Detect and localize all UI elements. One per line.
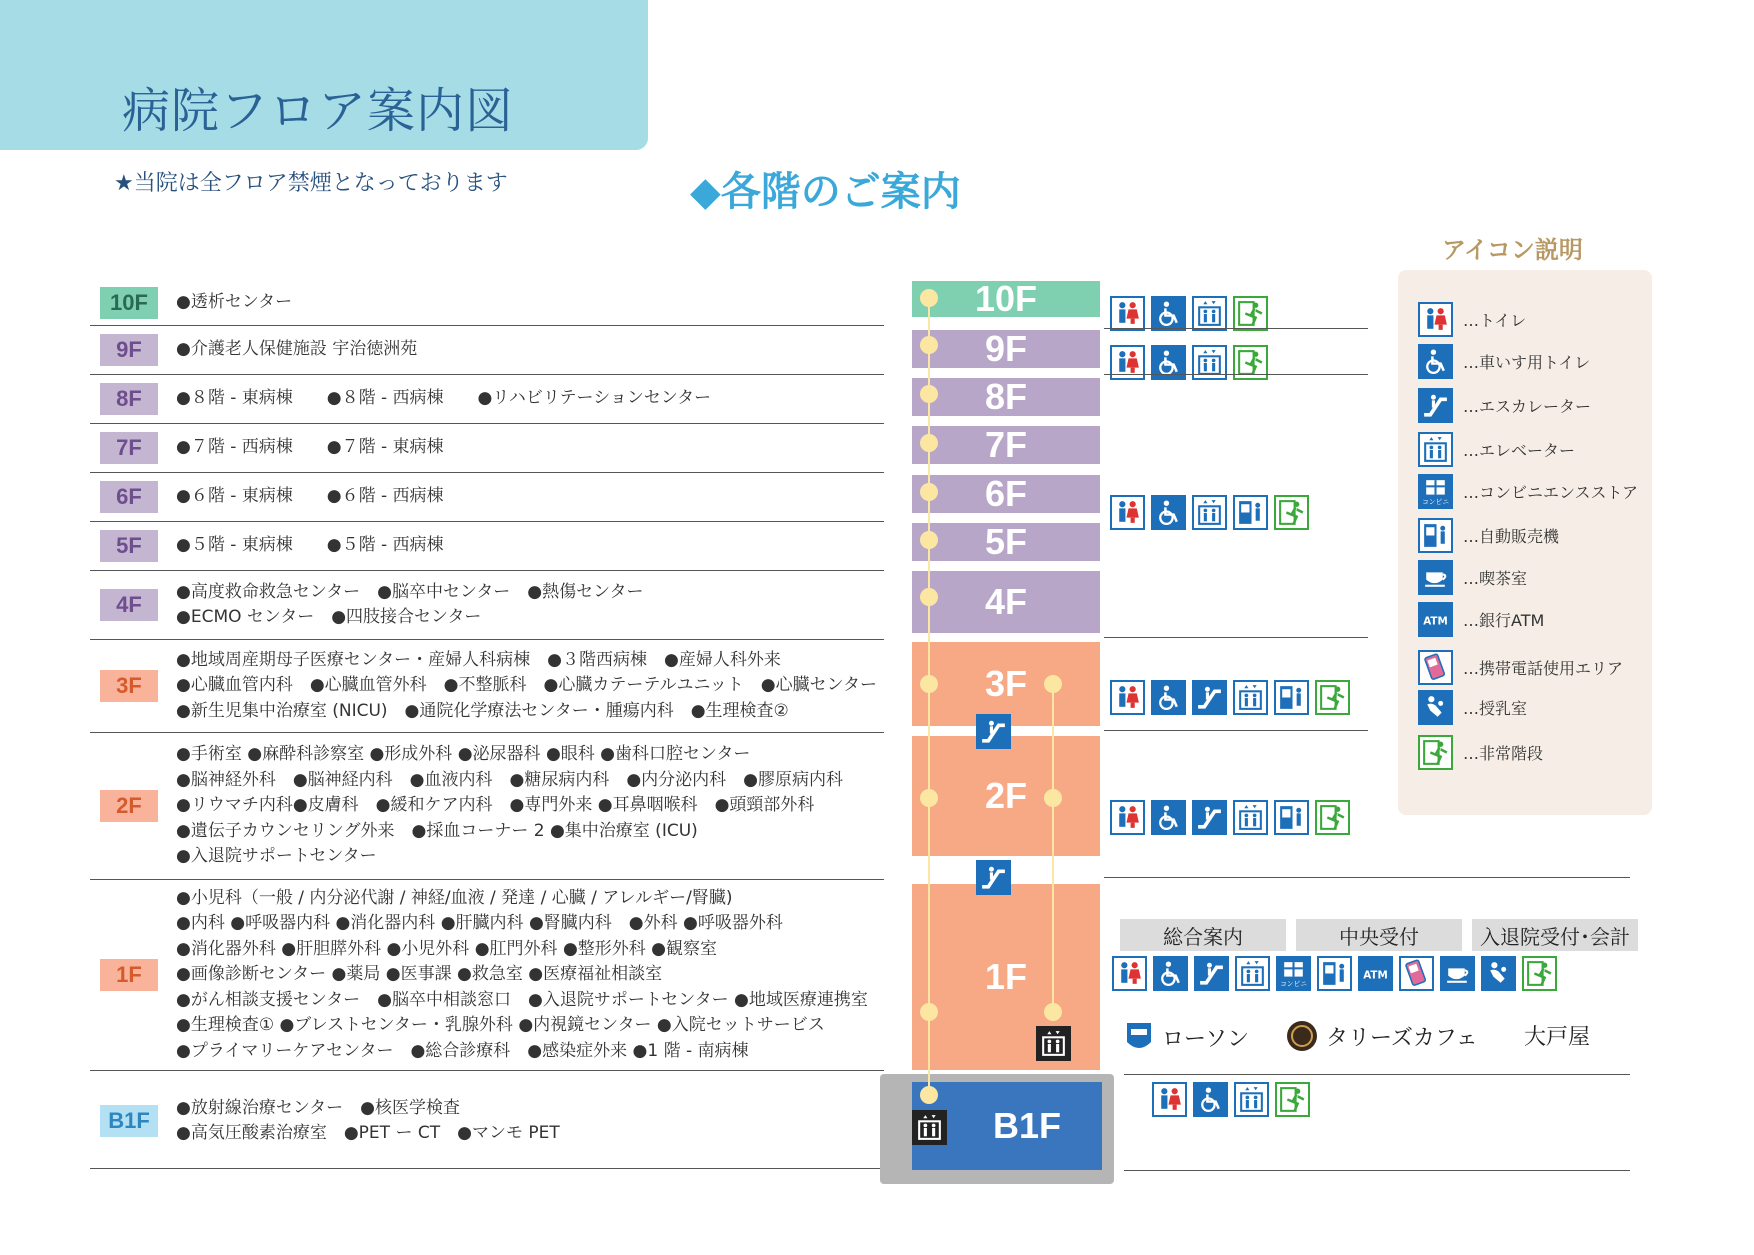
department-line: ●がん相談支援センター ●脳卒中相談窓口 ●入退院サポートセンター ●地域医療連携室 [176,989,868,1010]
legend-item [1418,602,1544,637]
lawson-logo-icon [1124,1020,1154,1054]
icon-legend [1398,270,1652,815]
legend-item [1418,388,1591,423]
floor-badge-8f: 8F [100,383,158,415]
shop-lawson: ローソン [1124,1020,1249,1054]
svg-text:ATM: ATM [1423,615,1448,628]
department-list-1f [176,886,868,1065]
convenience-store-icon [1418,474,1453,509]
elevator-icon [1233,800,1268,835]
legend-item [1418,432,1575,467]
emergency-stairs-icon [1418,735,1453,770]
elevator-black-icon [912,1110,947,1145]
legend-label: …コンビニエンスストア [1463,483,1639,502]
elevator-stop-dot [920,336,938,354]
atm-icon [1418,602,1453,637]
floor-row-4f [90,571,884,640]
floor-bar-label: 4F [984,581,1027,622]
emergency-stairs-icon [1274,495,1309,530]
toilet-icon [1418,302,1453,337]
floor-bar-10f [912,278,1100,319]
legend-item [1418,560,1527,595]
floor-bar-label: 10F [974,278,1038,319]
elevator-icon [1235,956,1270,991]
floor-bar-label: B1F [992,1105,1061,1146]
svg-text:コンビニ: コンビニ [1280,979,1307,988]
floor-badge-5f: 5F [100,530,158,562]
wheelchair-toilet-icon [1151,296,1186,331]
department-line: ●入退院サポートセンター [176,846,377,867]
department-list-4f [176,580,643,631]
divider-line [1104,328,1368,329]
elevator-shaft-line [928,298,930,1096]
legend-item [1418,344,1590,379]
department-line: ●地域周産期母子医療センター・産婦人科病棟 ●３階西病棟 ●産婦人科外来 [176,649,781,670]
divider-line [1104,374,1368,375]
legend-label: …銀行ATM [1463,611,1545,630]
floor-badge-7f: 7F [100,432,158,464]
department-line: ●画像診断センター ●薬局 ●医事課 ●救急室 ●医療福祉相談室 [176,964,663,985]
floor-bar-4f [912,571,1100,633]
legend-item [1418,518,1559,553]
elevator-icon [1234,1082,1269,1117]
legend-label: …車いす用トイレ [1463,353,1591,372]
department-line: ●脳神経外科 ●脳神経内科 ●血液内科 ●糖尿病内科 ●内分泌内科 ●膠原病内科 [176,769,843,790]
department-list-10f [176,290,292,316]
vending-machine-icon [1274,680,1309,715]
floor-bar-label: 6F [984,473,1027,514]
elevator-stop-dot [920,483,938,501]
elevator-stop-dot [1044,1003,1062,1021]
floor-icons-1f [1112,956,1557,991]
department-list-8f [176,386,711,412]
floor-bar-8f [912,378,1100,416]
legend-item [1418,302,1526,337]
toilet-icon [1110,296,1145,331]
department-line: ●５階 - 東病棟 ●５階 - 西病棟 [176,535,444,556]
floor-badge-1f: 1F [100,959,158,991]
floor-bar-7f [912,426,1100,464]
floor-bar-9f [912,330,1100,368]
floor-badge-6f: 6F [100,481,158,513]
toilet-icon [1110,800,1145,835]
floor-bar-label: 9F [984,328,1027,369]
page-title: 病院フロア案内図 [122,83,515,139]
divider-line [1104,877,1630,878]
mobile-phone-icon [1418,650,1453,685]
toilet-icon [1110,495,1145,530]
elevator-stop-dot [920,1003,938,1021]
desk-admission-accounting: 入退院受付･会計 [1472,919,1638,951]
divider-line [1124,1170,1630,1171]
desk-general-info: 総合案内 [1120,919,1286,951]
department-line: ●介護老人保健施設 宇治徳洲苑 [176,339,418,360]
elevator-stop-dot [920,675,938,693]
elevator-shaft-line [1052,684,1054,1020]
floor-row-7f [90,424,884,473]
floor-icons-6f [1110,495,1309,530]
legend-label: …授乳室 [1463,699,1528,718]
floor-row-6f [90,473,884,522]
cafe-icon [1440,956,1475,991]
floor-row-3f [90,640,884,733]
legend-label: …エスカレーター [1463,397,1592,416]
elevator-stop-dot [920,1086,938,1104]
department-line: ●新生児集中治療室 (NICU) ●通院化学療法センター・腫瘍内科 ●生理検査② [176,700,789,721]
department-line: ●６階 - 東病棟 ●６階 - 西病棟 [176,486,444,507]
department-line: ●小児科（一般 / 内分泌代謝 / 神経/血液 / 発達 / 心臓 / アレルギー/腎臓) [176,887,733,908]
department-line: ●高気圧酸素治療室 ●PET ー CT ●マンモ PET [176,1123,560,1143]
elevator-stop-dot [920,588,938,606]
elevator-stop-dot [920,434,938,452]
elevator-icon [1418,432,1453,467]
desk-central-reception: 中央受付 [1296,919,1462,951]
floor-icons-2f [1110,800,1350,835]
escalator-icon [976,860,1011,895]
elevator-icon [1192,296,1227,331]
escalator-icon [1192,800,1227,835]
floor-bar-label: 3F [984,663,1027,704]
divider-line [1104,637,1368,638]
department-list-3f [176,648,877,725]
elevator-stop-dot [920,531,938,549]
cafe-icon [1418,560,1453,595]
emergency-stairs-icon [1275,1082,1310,1117]
floor-bar-label: 2F [984,775,1027,816]
department-line: ●７階 - 西病棟 ●７階 - 東病棟 [176,437,444,458]
department-line: ●消化器外科 ●肝胆膵外科 ●小児外科 ●肛門外科 ●整形外科 ●観察室 [176,938,718,959]
department-list-9f [176,337,417,363]
wheelchair-toilet-icon [1151,680,1186,715]
divider-line [1104,730,1368,731]
department-list-6f [176,484,444,510]
floor-icons-b1f [1152,1082,1310,1117]
floor-row-2f [90,733,884,880]
department-line: ●生理検査① ●ブレストセンター・乳腺外科 ●内視鏡センター ●入院セットサービス [176,1015,825,1036]
vending-machine-icon [1418,518,1453,553]
vending-machine-icon [1274,800,1309,835]
floor-badge-9f: 9F [100,334,158,366]
elevator-stop-dot [1044,675,1062,693]
department-list-7f [176,435,444,461]
floor-badge-b1f: B1F [100,1105,158,1137]
department-list-5f [176,533,444,559]
department-line: ●リウマチ内科●皮膚科 ●緩和ケア内科 ●専門外来 ●耳鼻咽喉科 ●頭頸部外科 [176,795,815,816]
legend-item [1418,474,1638,509]
elevator-icon [1233,680,1268,715]
shop-tullys: タリーズカフェ [1286,1020,1478,1052]
legend-label: …非常階段 [1463,744,1544,763]
escalator-icon [1194,956,1229,991]
floor-bar-label: 1F [984,956,1027,997]
convenience-store-icon [1276,956,1311,991]
wheelchair-toilet-icon [1418,344,1453,379]
vending-machine-icon [1233,495,1268,530]
legend-label: …携帯電話使用エリア [1463,659,1624,678]
no-smoking-notice: ★当院は全フロア禁煙となっております [114,171,508,196]
floor-row-8f [90,375,884,424]
floor-bar-6f [912,475,1100,513]
divider-line [1124,1074,1630,1075]
emergency-stairs-icon [1522,956,1557,991]
department-line: ●高度救命救急センター ●脳卒中センター ●熱傷センター [176,581,644,602]
elevator-black-icon [1036,1026,1071,1061]
department-line: ●ECMO センター ●四肢接合センター [176,607,482,627]
department-line: ●透析センター [176,292,293,313]
department-line: ●プライマリーケアセンター ●総合診療科 ●感染症外来 ●1 階 - 南病棟 [176,1040,749,1061]
floor-icons-3f [1110,680,1350,715]
floor-row-1f [90,880,884,1071]
wheelchair-toilet-icon [1193,1082,1228,1117]
mobile-phone-icon [1399,956,1434,991]
department-line: ●手術室 ●麻酔科診察室 ●形成外科 ●泌尿器科 ●眼科 ●歯科口腔センター [176,744,751,765]
legend-item [1418,735,1543,770]
floor-bar-2f [912,736,1100,856]
elevator-icon [1192,495,1227,530]
floor-row-9f [90,326,884,375]
escalator-icon [1418,388,1453,423]
floor-bar-label: 7F [984,424,1027,465]
emergency-stairs-icon [1233,296,1268,331]
escalator-icon [1192,680,1227,715]
atm-icon [1358,956,1393,991]
legend-label: …エレベーター [1463,441,1576,460]
department-line: ●心臓血管内科 ●心臓血管外科 ●不整脈科 ●心臓カテーテルユニット ●心臓センター [176,675,877,696]
nursing-room-icon [1481,956,1516,991]
floor-badge-2f: 2F [100,790,158,822]
floor-badge-10f: 10F [100,287,158,319]
elevator-stop-dot [920,289,938,307]
vending-machine-icon [1317,956,1352,991]
department-line: ●内科 ●呼吸器内科 ●消化器内科 ●肝臓内科 ●腎臓内科 ●外科 ●呼吸器外科 [176,913,783,934]
tullys-logo-icon [1286,1020,1318,1052]
svg-text:コンビニ: コンビニ [1422,497,1449,506]
section-title: ◆各階のご案内 [690,169,961,215]
svg-text:ATM: ATM [1363,969,1388,982]
wheelchair-toilet-icon [1153,956,1188,991]
department-list-b1f [176,1096,560,1147]
elevator-stop-dot [1044,789,1062,807]
legend-label: …自動販売機 [1463,527,1560,546]
toilet-icon [1152,1082,1187,1117]
nursing-room-icon [1418,690,1453,725]
escalator-icon [976,714,1011,749]
elevator-stop-dot [920,789,938,807]
emergency-stairs-icon [1315,800,1350,835]
wheelchair-toilet-icon [1151,800,1186,835]
elevator-stop-dot [920,385,938,403]
department-line: ●放射線治療センター ●核医学検査 [176,1097,460,1118]
floor-bar-label: 5F [984,521,1027,562]
floor-bar-5f [912,523,1100,561]
toilet-icon [1112,956,1147,991]
floor-bar-label: 8F [984,376,1027,417]
floor-bar-1f [912,884,1100,1070]
floor-row-5f [90,522,884,571]
legend-label: …喫茶室 [1463,569,1528,588]
legend-label: …トイレ [1463,311,1527,330]
floor-row-b1f [90,1074,884,1169]
floor-badge-4f: 4F [100,589,158,621]
department-line: ●遺伝子カウンセリング外来 ●採血コーナー 2 ●集中治療室 (ICU) [176,820,698,841]
floor-badge-3f: 3F [100,670,158,702]
emergency-stairs-icon [1315,680,1350,715]
wheelchair-toilet-icon [1151,495,1186,530]
department-list-2f [176,742,843,870]
floor-row-10f [90,281,884,326]
legend-item [1418,650,1623,685]
toilet-icon [1110,680,1145,715]
shop-ootoya: 大戸屋 [1524,1025,1591,1050]
legend-title: アイコン説明 [1442,236,1583,264]
floor-icons-10f [1110,296,1268,331]
department-line: ●８階 - 東病棟 ●８階 - 西病棟 ●リハビリテーションセンター [176,388,712,409]
legend-item [1418,690,1527,725]
